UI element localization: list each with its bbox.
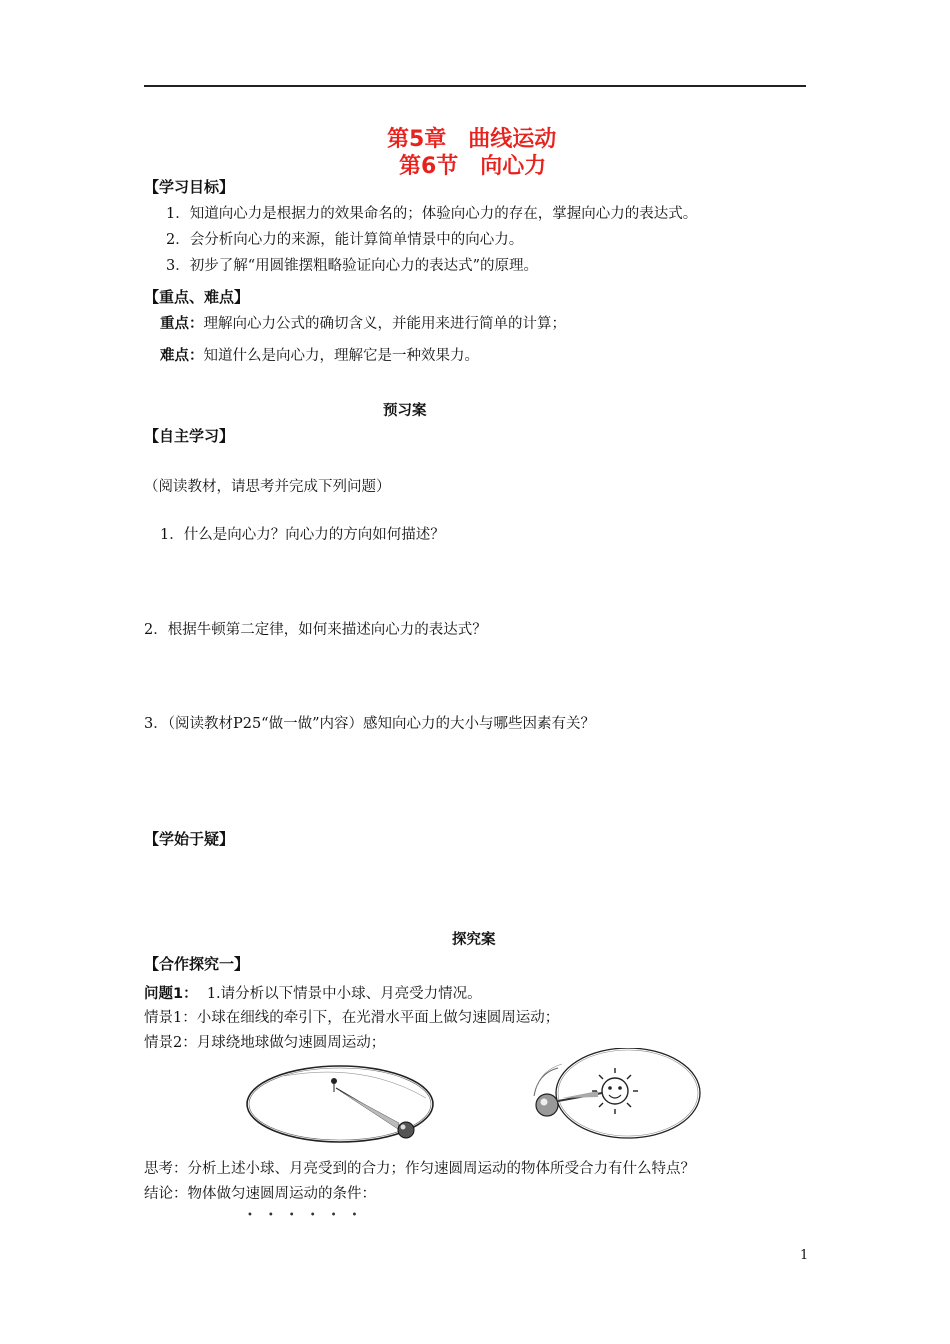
- question-1: 1．什么是向心力？向心力的方向如何描述？: [160, 527, 445, 543]
- key-points-heading: 【重点、难点】: [144, 288, 250, 306]
- instruction-text: （阅读教材，请思考并完成下列问题）: [144, 479, 391, 495]
- objectives-heading: 【学习目标】: [144, 178, 235, 196]
- question-2: 2．根据牛顿第二定律，如何来描述向心力的表达式？: [144, 622, 487, 638]
- self-study-heading: 【自主学习】: [144, 427, 235, 445]
- think-text: 思考：分析上述小球、月亮受到的合力；作匀速圆周运动的物体所受合力有什么特点？: [144, 1161, 695, 1177]
- problem-label: 问题1：: [144, 986, 198, 1002]
- ball-on-string-illustration: [244, 1060, 444, 1145]
- problem-text: 1.请分析以下情景中小球、月亮受力情况。: [206, 986, 482, 1002]
- coop-heading: 【合作探究一】: [144, 955, 250, 973]
- objective-item: 3．初步了解“用圆锥摆粗略验证向心力的表达式”的原理。: [166, 258, 539, 274]
- question-3: 3．（阅读教材P25“做一做”内容）感知向心力的大小与哪些因素有关？: [144, 716, 596, 732]
- section-title: 第6节 向心力: [399, 154, 547, 179]
- focus-line: [160, 312, 566, 333]
- preview-title: 预习案: [383, 403, 427, 419]
- scene-2: 情景2：月球绕地球做匀速圆周运动；: [144, 1035, 386, 1051]
- objective-item: 1．知道向心力是根据力的效果命名的；体验向心力的存在，掌握向心力的表达式。: [166, 206, 698, 222]
- difficulty-label: 难点：: [160, 348, 204, 364]
- header-rule: [144, 85, 806, 87]
- focus-text: 理解向心力公式的确切含义，并能用来进行简单的计算；: [203, 316, 566, 332]
- chapter-title: 第5章 曲线运动: [387, 127, 557, 152]
- problem-line: [144, 982, 482, 1003]
- moon-earth-illustration: [528, 1048, 703, 1148]
- emphasis-dots: ••••••: [247, 1210, 373, 1221]
- doubt-heading: 【学始于疑】: [144, 830, 235, 848]
- scene-1: 情景1：小球在细线的牵引下，在光滑水平面上做匀速圆周运动；: [144, 1010, 560, 1026]
- conclusion-text: 结论：物体做匀速圆周运动的条件：: [144, 1186, 376, 1202]
- difficulty-line: [160, 344, 479, 365]
- focus-label: 重点：: [160, 316, 204, 332]
- page-number: 1: [800, 1248, 809, 1263]
- explore-title: 探究案: [452, 932, 496, 948]
- difficulty-text: 知道什么是向心力，理解它是一种效果力。: [203, 348, 479, 364]
- objective-item: 2．会分析向心力的来源，能计算简单情景中的向心力。: [166, 232, 524, 248]
